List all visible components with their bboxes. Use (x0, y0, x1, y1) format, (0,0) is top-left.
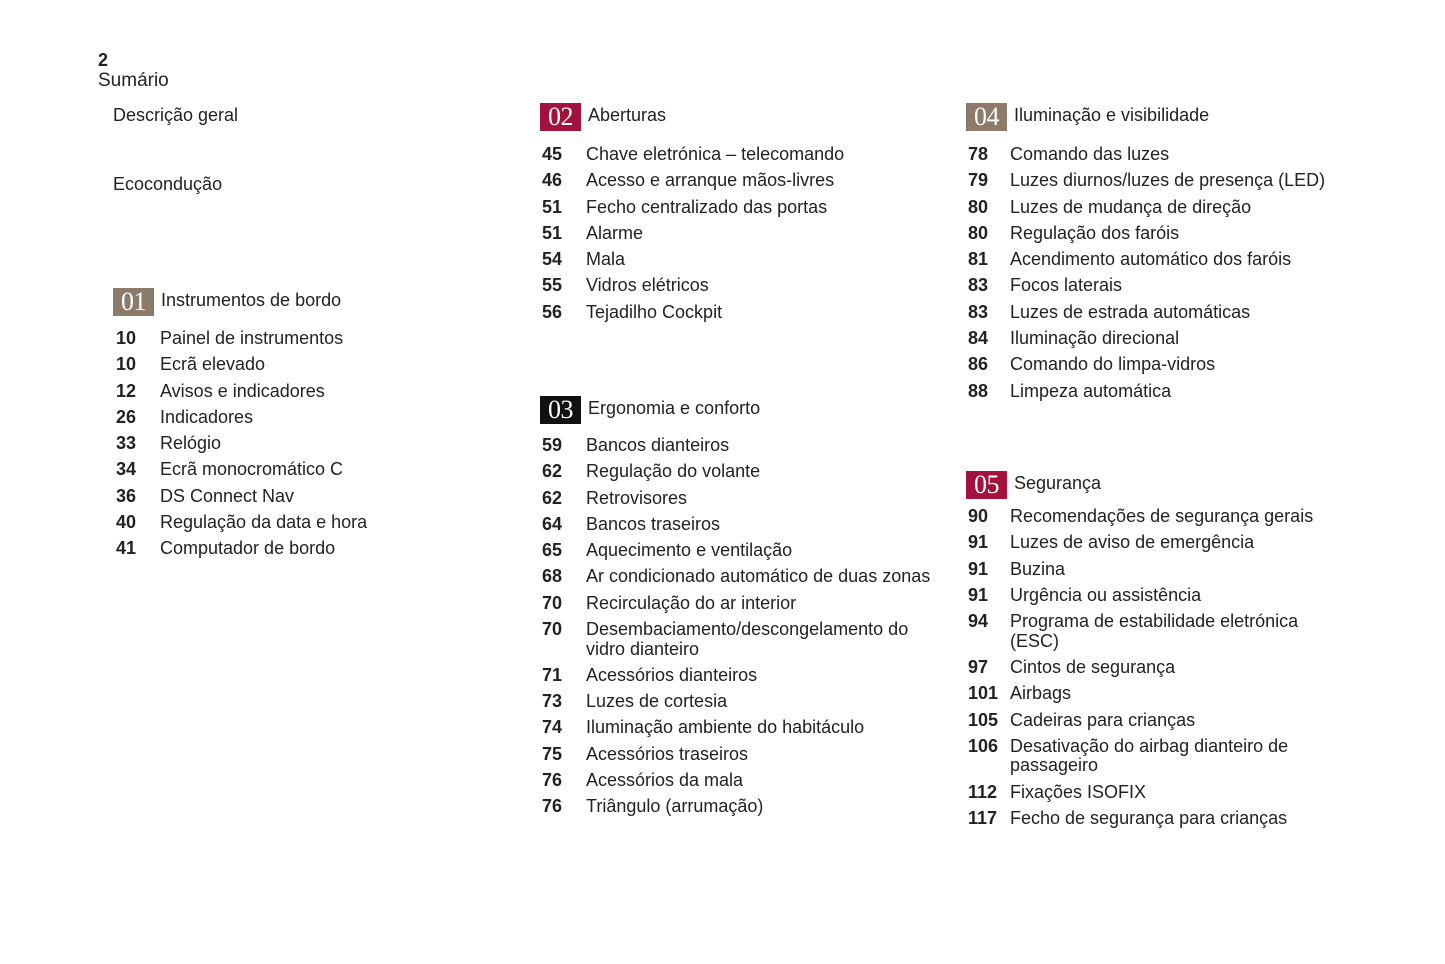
toc-entry-page: 55 (542, 275, 563, 296)
toc-entry-page: 70 (542, 619, 563, 640)
toc-entry-page: 94 (968, 611, 989, 632)
toc-entry-page: 81 (968, 249, 989, 270)
toc-entry-label: Comando do limpa-vidros (1010, 354, 1216, 375)
toc-entry-label: Luzes de aviso de emergência (1010, 532, 1255, 553)
toc-entry[interactable] (542, 198, 932, 218)
toc-entry-page: 83 (968, 275, 989, 296)
section-title: Segurança (1014, 473, 1102, 493)
toc-entry[interactable] (542, 745, 932, 765)
toc-entry-page: 10 (116, 354, 137, 375)
toc-entry-page: 65 (542, 540, 563, 561)
section-05-entries (968, 507, 1348, 835)
toc-entry-label: Luzes de cortesia (586, 691, 728, 712)
toc-entry-label: Avisos e indicadores (160, 380, 325, 401)
toc-entry-label: Cintos de segurança (1010, 656, 1176, 677)
toc-entry-label: Regulação dos faróis (1010, 222, 1180, 243)
toc-entry[interactable] (968, 250, 1348, 270)
page-title: Sumário (98, 70, 169, 91)
toc-entry[interactable] (542, 567, 932, 587)
toc-entry-label: Alarme (586, 222, 644, 243)
toc-entry-label: Acessórios dianteiros (586, 664, 758, 685)
section-04-header[interactable] (966, 103, 1209, 131)
section-title: Aberturas (588, 105, 667, 125)
section-number-badge: 02 (540, 103, 581, 131)
toc-entry-page: 33 (116, 433, 137, 454)
toc-entry-page: 34 (116, 459, 137, 480)
toc-entry[interactable] (542, 771, 932, 791)
toc-entry[interactable] (542, 541, 932, 561)
toc-entry[interactable] (542, 303, 932, 323)
toc-entry-label: Desembaciamento/descongelamento do vidro dianteiro (586, 619, 909, 659)
toc-entry-label: Iluminação ambiente do habitáculo (586, 717, 865, 738)
toc-entry-label: Mala (586, 249, 626, 270)
toc-entry[interactable] (968, 684, 1348, 704)
toc-entry[interactable] (968, 382, 1348, 402)
toc-entry-page: 105 (968, 709, 999, 730)
section-title: Instrumentos de bordo (161, 290, 342, 310)
section-05-header[interactable] (966, 471, 1101, 499)
toc-entry-label: Limpeza automática (1010, 380, 1172, 401)
toc-entry[interactable] (542, 594, 932, 614)
toc-entry-page: 40 (116, 512, 137, 533)
toc-entry-label: Recomendações de segurança gerais (1010, 506, 1314, 526)
toc-entry[interactable] (968, 276, 1348, 296)
section-01-entries (116, 329, 506, 566)
toc-entry[interactable] (116, 460, 506, 480)
toc-entry-label: Recirculação do ar interior (586, 592, 797, 613)
toc-entry-page: 71 (542, 664, 563, 685)
toc-entry[interactable] (542, 718, 932, 738)
toc-entry[interactable] (968, 171, 1348, 191)
toc-entry-page: 64 (542, 513, 563, 534)
toc-entry-page: 79 (968, 170, 989, 191)
toc-entry-label: Ecrã monocromático C (160, 459, 344, 480)
toc-entry[interactable] (968, 809, 1348, 829)
toc-entry-page: 45 (542, 144, 563, 164)
toc-entry-page: 88 (968, 380, 989, 401)
toc-entry[interactable] (542, 462, 932, 482)
toc-entry-page: 91 (968, 584, 989, 605)
toc-entry-page: 12 (116, 380, 137, 401)
section-title: Iluminação e visibilidade (1014, 105, 1210, 125)
toc-link-ecoconducao[interactable]: Ecocondução (113, 174, 223, 194)
toc-entry[interactable] (968, 145, 1348, 165)
toc-entry-page: 84 (968, 328, 989, 349)
toc-entry-page: 10 (116, 328, 137, 348)
toc-entry-page: 76 (542, 770, 563, 791)
toc-entry-label: Retrovisores (586, 487, 688, 508)
toc-entry[interactable] (968, 711, 1348, 731)
toc-entry-page: 54 (542, 249, 563, 270)
toc-entry-page: 74 (542, 717, 563, 738)
toc-entry-page: 51 (542, 222, 563, 243)
toc-entry[interactable] (968, 507, 1348, 527)
toc-entry[interactable] (968, 560, 1348, 580)
toc-entry[interactable] (968, 198, 1348, 218)
toc-entry[interactable] (968, 612, 1348, 651)
toc-entry-page: 56 (542, 301, 563, 322)
toc-entry[interactable] (116, 355, 506, 375)
toc-entry-label: Vidros elétricos (586, 275, 709, 296)
toc-entry[interactable] (116, 408, 506, 428)
toc-entry-page: 80 (968, 196, 989, 217)
toc-entry-label: Programa de estabilidade eletrónica (ESC) (1010, 611, 1299, 651)
toc-entry[interactable] (116, 513, 506, 533)
toc-entry-page: 75 (542, 743, 563, 764)
section-03-entries (542, 436, 932, 824)
toc-entry[interactable] (968, 533, 1348, 553)
toc-entry-label: Acendimento automático dos faróis (1010, 249, 1292, 270)
toc-entry-label: Buzina (1010, 558, 1066, 579)
toc-entry-page: 62 (542, 461, 563, 482)
toc-entry-page: 51 (542, 196, 563, 217)
toc-entry[interactable] (968, 355, 1348, 375)
toc-entry-page: 62 (542, 487, 563, 508)
toc-entry-page: 86 (968, 354, 989, 375)
toc-entry[interactable] (542, 145, 932, 165)
toc-entry-label: Bancos traseiros (586, 513, 721, 534)
toc-entry[interactable] (968, 737, 1348, 776)
section-02-entries (542, 145, 932, 329)
section-04-entries (968, 145, 1348, 408)
toc-entry[interactable] (968, 329, 1348, 349)
section-number-badge: 03 (540, 396, 581, 424)
section-03-header[interactable] (540, 396, 760, 424)
toc-entry-label: Acesso e arranque mãos-livres (586, 170, 835, 191)
toc-entry-label: Relógio (160, 433, 222, 454)
toc-entry[interactable] (968, 658, 1348, 678)
toc-entry-page: 117 (968, 807, 998, 828)
toc-entry-label: Indicadores (160, 406, 254, 427)
section-title: Ergonomia e conforto (588, 398, 761, 418)
toc-entry[interactable] (968, 303, 1348, 323)
toc-entry-page: 26 (116, 406, 137, 427)
toc-entry-page: 68 (542, 566, 563, 587)
toc-entry[interactable] (968, 224, 1348, 244)
toc-entry-page: 101 (968, 683, 999, 704)
toc-entry-label: DS Connect Nav (160, 485, 295, 506)
section-number-badge: 04 (966, 103, 1007, 131)
toc-link-descricao-geral[interactable]: Descrição geral (113, 105, 239, 125)
toc-entry[interactable] (542, 224, 932, 244)
toc-entry-label: Acessórios traseiros (586, 743, 749, 764)
toc-entry[interactable] (542, 666, 932, 686)
toc-entry-label: Painel de instrumentos (160, 328, 344, 348)
toc-entry-page: 83 (968, 301, 989, 322)
toc-entry-page: 73 (542, 691, 563, 712)
toc-entry-label: Bancos dianteiros (586, 435, 730, 455)
toc-entry-page: 78 (968, 144, 989, 164)
toc-entry[interactable] (542, 620, 932, 659)
toc-entry[interactable] (116, 329, 506, 349)
toc-entry-label: Iluminação direcional (1010, 328, 1180, 349)
toc-entry-label: Cadeiras para crianças (1010, 709, 1196, 730)
toc-entry[interactable] (116, 382, 506, 402)
toc-entry-label: Acessórios da mala (586, 770, 744, 791)
section-number-badge: 01 (113, 288, 154, 316)
toc-entry-page: 59 (542, 435, 563, 455)
toc-entry-label: Luzes diurnos/luzes de presença (LED) (1010, 170, 1326, 191)
toc-entry[interactable] (542, 171, 932, 191)
toc-entry[interactable] (542, 797, 932, 817)
toc-entry-page: 106 (968, 735, 999, 756)
toc-entry-label: Regulação da data e hora (160, 512, 368, 533)
toc-entry-page: 97 (968, 656, 989, 677)
toc-entry-page: 46 (542, 170, 563, 191)
toc-entry-label: Desativação do airbag dianteiro de passageiro (1010, 735, 1289, 776)
toc-entry-label: Airbags (1010, 683, 1072, 704)
toc-entry-label: Urgência ou assistência (1010, 584, 1202, 605)
toc-entry-page: 80 (968, 222, 989, 243)
toc-entry-label: Computador de bordo (160, 538, 336, 559)
toc-entry-label: Fecho centralizado das portas (586, 196, 828, 217)
toc-entry-page: 41 (116, 538, 137, 559)
toc-entry[interactable] (542, 250, 932, 270)
toc-entry-label: Luzes de mudança de direção (1010, 196, 1252, 217)
toc-entry[interactable] (542, 436, 932, 456)
toc-entry-label: Focos laterais (1010, 275, 1123, 296)
toc-entry-page: 112 (968, 781, 998, 802)
toc-entry-page: 91 (968, 532, 989, 553)
toc-entry[interactable] (116, 487, 506, 507)
section-02-header[interactable] (540, 103, 666, 131)
toc-entry-label: Ecrã elevado (160, 354, 266, 375)
toc-entry-label: Ar condicionado automático de duas zonas (586, 566, 931, 587)
toc-entry[interactable] (968, 586, 1348, 606)
toc-entry-label: Chave eletrónica – telecomando (586, 144, 845, 164)
toc-entry[interactable] (542, 276, 932, 296)
toc-entry-label: Luzes de estrada automáticas (1010, 301, 1251, 322)
toc-entry-page: 91 (968, 558, 989, 579)
toc-entry-label: Regulação do volante (586, 461, 761, 482)
toc-entry-label: Triângulo (arrumação) (586, 796, 764, 817)
toc-entry-label: Aquecimento e ventilação (586, 540, 793, 561)
toc-entry-page: 76 (542, 796, 563, 817)
toc-entry[interactable] (116, 539, 506, 559)
page-number: 2 (98, 50, 109, 70)
toc-entry-label: Fixações ISOFIX (1010, 781, 1147, 802)
toc-entry-page: 70 (542, 592, 563, 613)
toc-entry[interactable] (542, 515, 932, 535)
toc-entry-label: Comando das luzes (1010, 144, 1170, 164)
toc-entry[interactable] (542, 692, 932, 712)
section-01-header[interactable] (113, 288, 341, 316)
toc-entry-label: Fecho de segurança para crianças (1010, 807, 1288, 828)
toc-entry[interactable] (968, 783, 1348, 803)
toc-entry[interactable] (542, 489, 932, 509)
toc-entry-label: Tejadilho Cockpit (586, 301, 723, 322)
section-number-badge: 05 (966, 471, 1007, 499)
toc-entry-page: 36 (116, 485, 137, 506)
toc-entry[interactable] (116, 434, 506, 454)
toc-entry-page: 90 (968, 506, 989, 526)
